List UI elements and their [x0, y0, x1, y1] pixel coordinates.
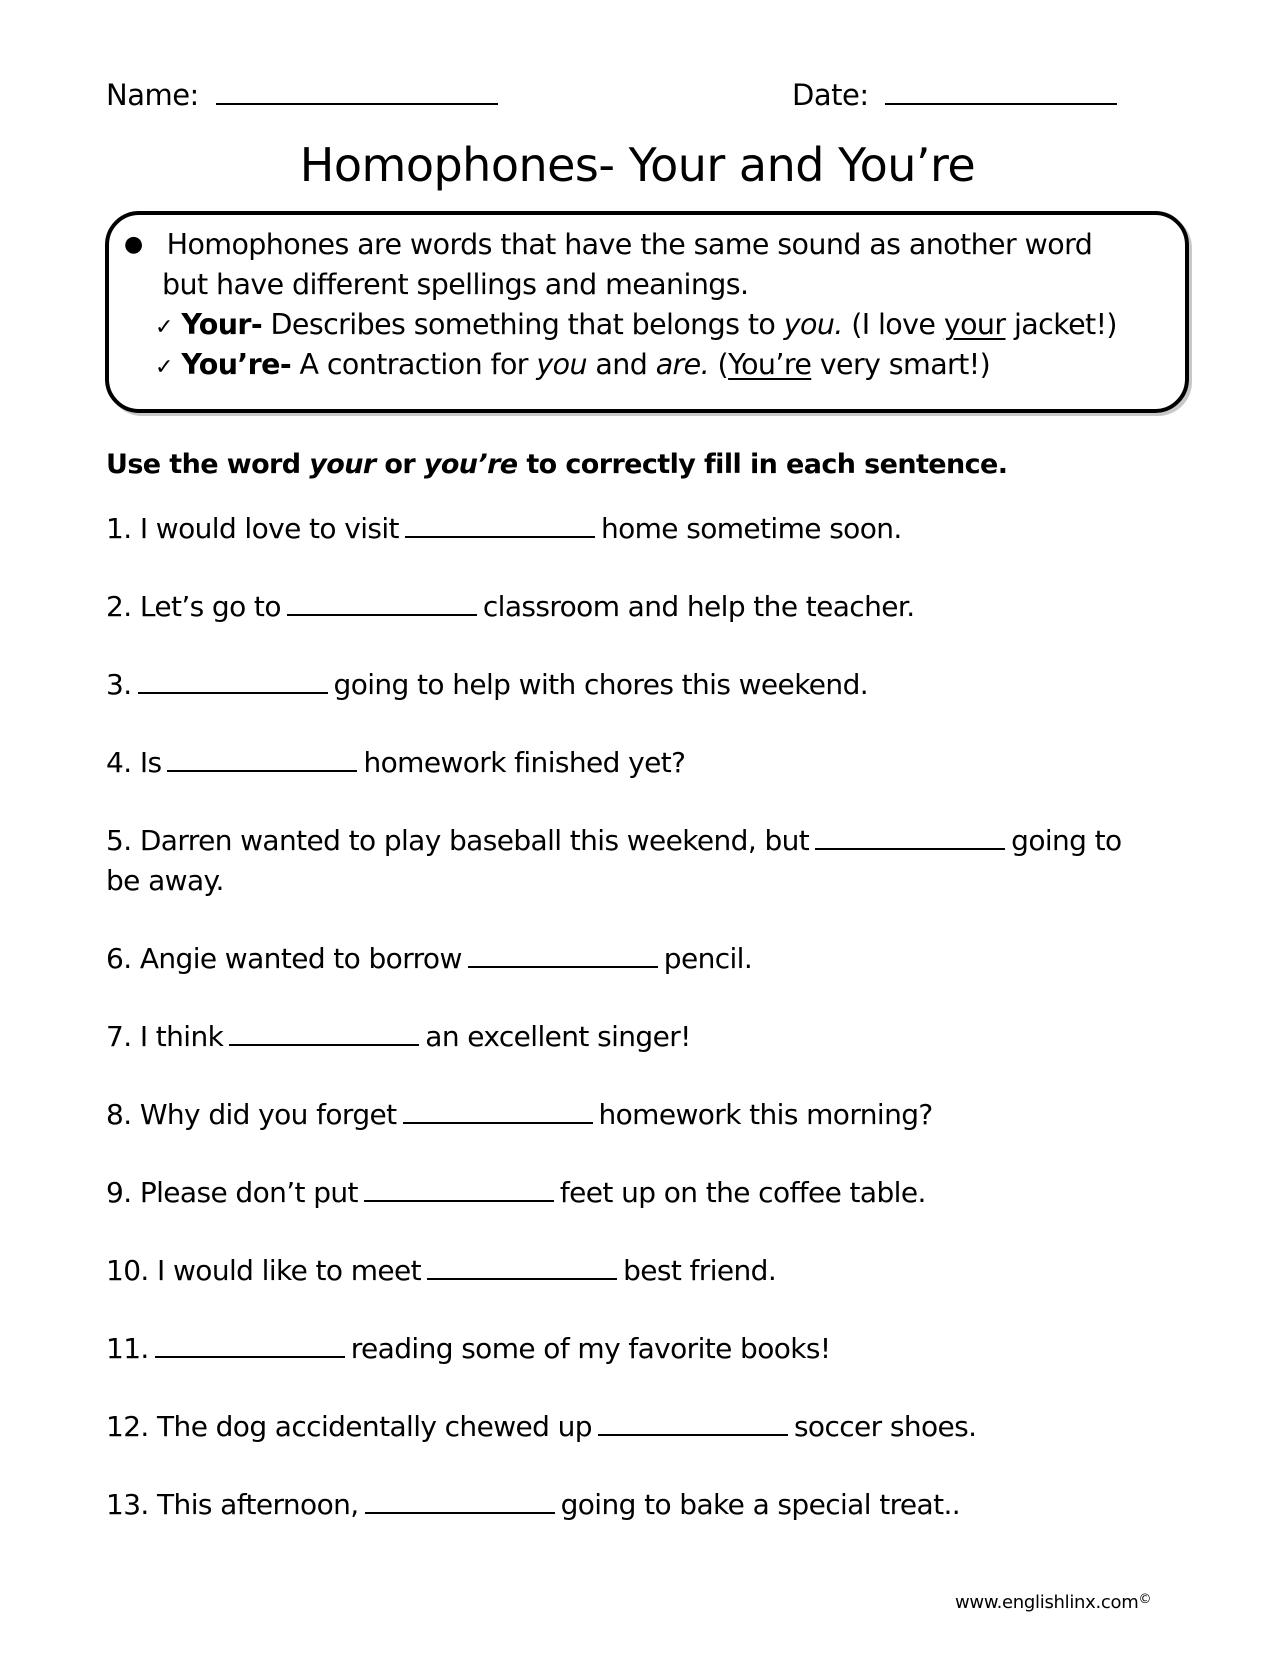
term-youre: You’re- [181, 348, 292, 381]
question-number: 12. [106, 1410, 149, 1443]
answer-blank[interactable] [364, 1200, 554, 1202]
answer-blank[interactable] [155, 1356, 345, 1358]
question-text-before: Let’s go to [139, 590, 281, 623]
question-5-continuation: be away. [106, 864, 224, 897]
answer-blank[interactable] [815, 848, 1005, 850]
answer-blank[interactable] [598, 1434, 788, 1436]
definition-text-1: Homophones are words that have the same sound as another word [166, 228, 1093, 261]
desc-italic: you [536, 348, 587, 381]
name-row [106, 78, 498, 112]
question-text-before: Darren wanted to play baseball this weekend, but [139, 824, 810, 857]
example-underlined: your [943, 308, 1006, 341]
question-4 [106, 746, 685, 779]
example-close: very smart!) [811, 348, 991, 381]
question-text-after: going to [1011, 824, 1122, 857]
answer-blank[interactable] [427, 1278, 617, 1280]
question-text-after: homework finished yet? [363, 746, 686, 779]
question-number: 5. [106, 824, 132, 857]
question-text-before: Why did you forget [139, 1098, 397, 1131]
example-open: (I love [842, 308, 944, 341]
definition-line-1 [124, 228, 1092, 261]
answer-blank[interactable] [167, 770, 357, 772]
question-number: 4. [106, 746, 132, 779]
definition-your [155, 308, 1117, 341]
question-number: 3. [106, 668, 132, 701]
question-8 [106, 1098, 933, 1131]
question-text-before: I would like to meet [157, 1254, 422, 1287]
question-12 [106, 1410, 976, 1443]
date-label: Date: [792, 78, 869, 112]
question-text-after: an excellent singer! [425, 1020, 691, 1053]
question-text-after: classroom and help the teacher. [482, 590, 915, 623]
example-open: ( [709, 348, 729, 381]
question-text-before: I think [139, 1020, 224, 1053]
date-row [792, 78, 1117, 112]
question-text-before: Please don’t put [139, 1176, 358, 1209]
question-9 [106, 1176, 926, 1209]
instructions [106, 449, 1007, 480]
desc-text: A contraction for [291, 348, 537, 381]
question-2 [106, 590, 915, 623]
date-field[interactable] [885, 103, 1117, 105]
question-text-before: Angie wanted to borrow [139, 942, 462, 975]
question-1 [106, 512, 902, 545]
answer-blank[interactable] [405, 536, 595, 538]
example-close: jacket!) [1005, 308, 1117, 341]
answer-blank[interactable] [229, 1044, 419, 1046]
question-number: 10. [106, 1254, 149, 1287]
question-11 [106, 1332, 831, 1365]
question-text-before: The dog accidentally chewed up [157, 1410, 592, 1443]
instructions-text: to correctly fill in each sentence. [517, 449, 1008, 480]
question-6 [106, 942, 752, 975]
desc-italic-2: are. [655, 348, 710, 381]
question-text-after: home sometime soon. [600, 512, 902, 545]
question-number: 11. [106, 1332, 149, 1365]
definition-youre [155, 348, 990, 381]
question-7 [106, 1020, 691, 1053]
bullet-dot-icon: ● [124, 232, 143, 257]
question-text-before: This afternoon, [157, 1488, 359, 1521]
instructions-text: or [375, 449, 424, 480]
website-link[interactable]: www.englishlinx.com [955, 1592, 1139, 1613]
question-text-after: going to bake a special treat.. [560, 1488, 961, 1521]
example-underlined: You’re [728, 348, 812, 381]
question-text-after: best friend. [623, 1254, 777, 1287]
name-label: Name: [106, 78, 199, 112]
copyright-icon: © [1138, 1592, 1152, 1607]
answer-blank[interactable] [468, 966, 658, 968]
name-field[interactable] [216, 103, 498, 105]
desc-italic: you. [783, 308, 843, 341]
instructions-word-youre: you’re [423, 449, 518, 480]
question-text-before: Is [139, 746, 162, 779]
question-number: 7. [106, 1020, 132, 1053]
checkmark-icon: ✓ [155, 315, 173, 340]
answer-blank[interactable] [365, 1512, 555, 1514]
question-number: 9. [106, 1176, 132, 1209]
question-text-after: going to help with chores this weekend. [333, 668, 869, 701]
question-3 [106, 668, 868, 701]
answer-blank[interactable] [403, 1122, 593, 1124]
term-your: Your- [181, 308, 263, 341]
instructions-word-your: your [309, 449, 376, 480]
answer-blank[interactable] [138, 692, 328, 694]
question-number: 2. [106, 590, 132, 623]
definition-line-2: but have different spellings and meanings. [162, 268, 749, 301]
question-text-after: homework this morning? [598, 1098, 933, 1131]
instructions-text: Use the word [106, 449, 310, 480]
question-5 [106, 824, 1122, 857]
question-text-after: feet up on the coffee table. [559, 1176, 926, 1209]
question-number: 6. [106, 942, 132, 975]
question-10 [106, 1254, 776, 1287]
question-number: 1. [106, 512, 132, 545]
question-number: 13. [106, 1488, 149, 1521]
question-text-after: reading some of my favorite books! [350, 1332, 831, 1365]
question-text-after: pencil. [663, 942, 753, 975]
question-number: 8. [106, 1098, 132, 1131]
footer [955, 1592, 1151, 1613]
checkmark-icon: ✓ [155, 355, 173, 380]
answer-blank[interactable] [287, 614, 477, 616]
question-text-after: soccer shoes. [793, 1410, 977, 1443]
desc-middle: and [586, 348, 656, 381]
question-text-before: I would love to visit [139, 512, 399, 545]
question-13 [106, 1488, 960, 1521]
desc-text: Describes something that belongs to [262, 308, 784, 341]
page-title: Homophones- Your and You’re [299, 138, 976, 192]
